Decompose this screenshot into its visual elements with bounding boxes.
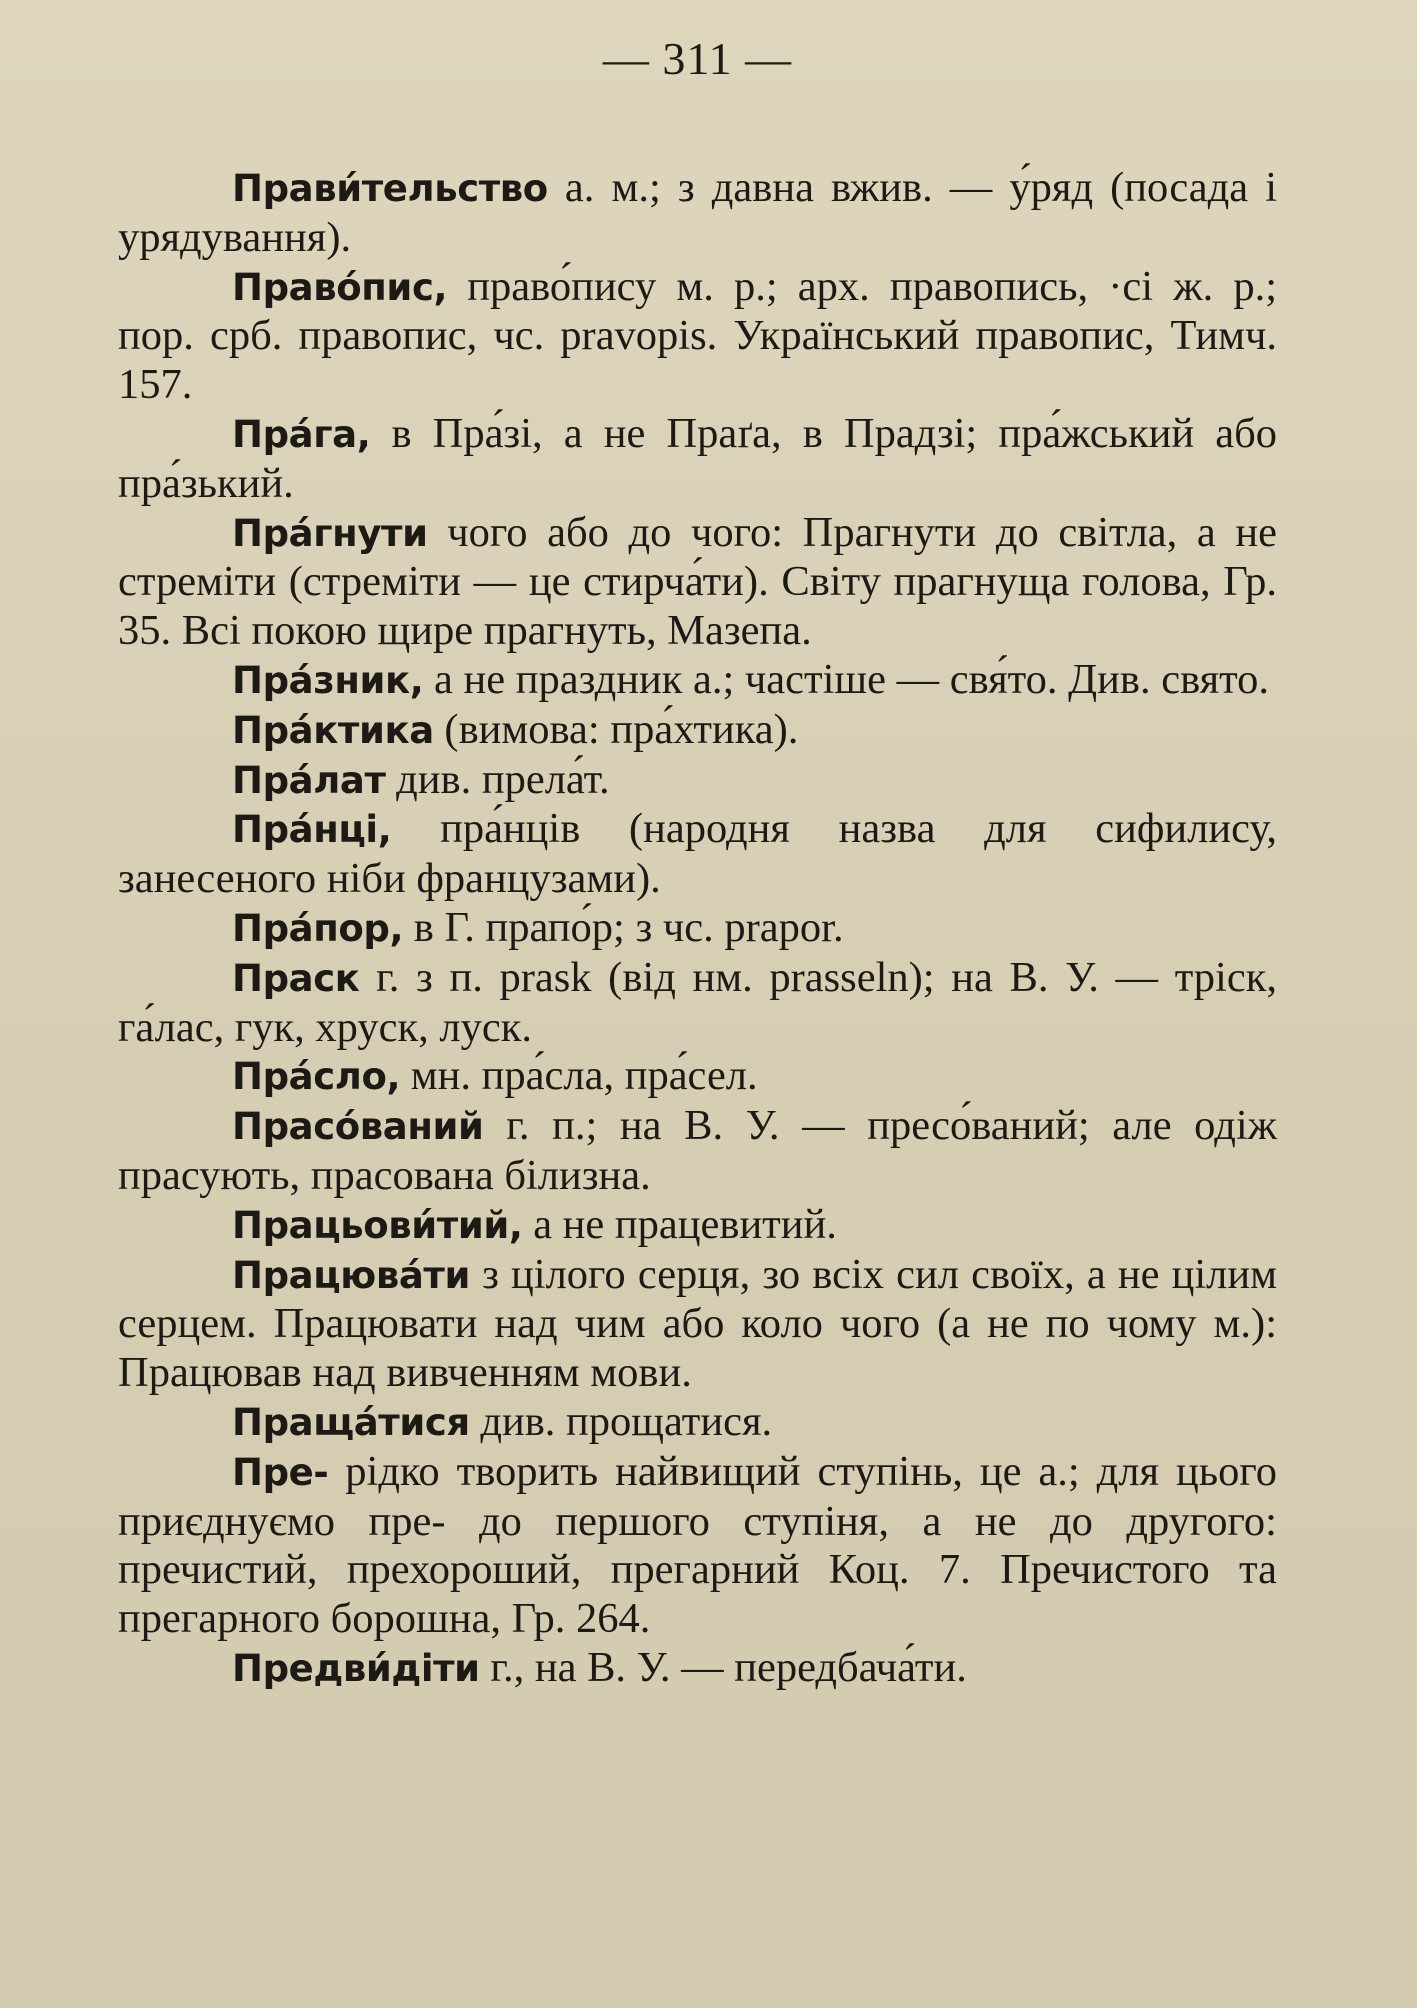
- entry-headword: Пра́зник,: [232, 658, 424, 702]
- entry-text: право́пису м. р.; арх. правопись, ·сі ж. р.; пор. срб. правопис, чс. pravopis. Український правопис, Тимч. 157.: [118, 262, 1277, 409]
- dictionary-entry: [118, 164, 1277, 263]
- entry-headword: Праща́тися: [232, 1400, 470, 1444]
- dictionary-entry: [118, 904, 1277, 954]
- entry-text: мн. пра́сла, пра́сел.: [400, 1052, 758, 1100]
- dictionary-entry: [118, 1398, 1277, 1448]
- entry-text: г. п.; на В. У. — пресо́ваний; але одіж прасують, прасована білизна.: [118, 1102, 1277, 1199]
- entry-text: (вимова: пра́хтика).: [433, 705, 799, 753]
- entry-headword: Пра́ктика: [232, 708, 434, 752]
- entry-headword: Прави́тельство: [232, 167, 548, 210]
- dictionary-entry: [118, 263, 1277, 410]
- dictionary-entry: [118, 1448, 1277, 1644]
- entry-headword: Пра́пор,: [232, 906, 404, 950]
- entry-headword: Пра́лат: [232, 758, 386, 802]
- dictionary-entry: [118, 1251, 1277, 1398]
- dictionary-entry: [118, 509, 1277, 656]
- dictionary-entry: [118, 954, 1277, 1053]
- entry-text: а не праздник а.; частіше — свя́то. Див. свято.: [423, 655, 1270, 703]
- entry-text: з цілого серця, зо всіх сил своїх, а не цілим серцем. Працювати над чим або коло чого (а не по чому м.): Працював над вивченням мови.: [118, 1250, 1277, 1397]
- entry-headword: Пра́нці,: [232, 808, 392, 852]
- entry-text: див. прела́т.: [385, 755, 610, 803]
- entry-text: рідко творить найвищий ступінь, це а.; для цього приєднуємо пре- до першого ступіня, а не до другого: пречистий, прехороший, прегарний Коц. 7. Пречистого та прегарного борошна, Гр. 264.: [118, 1447, 1277, 1643]
- entry-headword: Праск: [232, 956, 360, 1000]
- entry-headword: Працьови́тий,: [232, 1203, 523, 1247]
- entry-headword: Працюва́ти: [232, 1253, 470, 1297]
- entry-headword: Право́пис,: [232, 265, 448, 309]
- entry-headword: Пре-: [232, 1450, 329, 1494]
- dictionary-entry: [118, 656, 1277, 706]
- entry-text: в Г. прапо́р; з чс. prapor.: [403, 903, 844, 951]
- entry-text: пра́нців (народня назва для сифилису, занесеного ніби французами).: [118, 805, 1277, 903]
- dictionary-entry: [118, 706, 1277, 756]
- entry-headword: Пра́гнути: [232, 511, 428, 555]
- entry-headword: Пра́га,: [232, 412, 371, 456]
- dictionary-entry: [118, 1201, 1277, 1251]
- dictionary-entry: [118, 756, 1277, 806]
- dictionary-entry: [118, 410, 1277, 509]
- entry-text: в Пра́зі, а не Праґа, в Прадзі; пра́жський або пра́зький.: [118, 409, 1277, 507]
- entry-text: г., на В. У. — передбача́ти.: [479, 1643, 967, 1691]
- dictionary-entry: [118, 805, 1277, 904]
- entry-text: а не працевитий.: [522, 1200, 837, 1248]
- entry-headword: Пра́сло,: [232, 1055, 401, 1099]
- entry-text: г. з п. prask (від нм. prasseln); на В. У. — тріск, га́лас, гук, хруск, луск.: [118, 953, 1277, 1051]
- dictionary-entry: [118, 1644, 1277, 1694]
- dictionary-entry: [118, 1052, 1277, 1102]
- entry-text: а. м.; з давна вжив. — у́ряд (посада і урядування).: [118, 164, 1277, 261]
- entry-list: [118, 164, 1277, 1694]
- entry-headword: Предви́діти: [232, 1646, 480, 1690]
- entry-text: чого або до чого: Прагнути до світла, а не стреміти (стреміти — це стирча́ти). Світу прагнуща голова, Гр. 35. Всі покою щире прагнуть, Мазепа.: [118, 508, 1277, 655]
- entry-text: див. прощатися.: [469, 1397, 773, 1445]
- dictionary-entry: [118, 1102, 1277, 1201]
- page-number: — 311 —: [602, 33, 793, 84]
- entry-headword: Прасо́ваний: [232, 1105, 484, 1149]
